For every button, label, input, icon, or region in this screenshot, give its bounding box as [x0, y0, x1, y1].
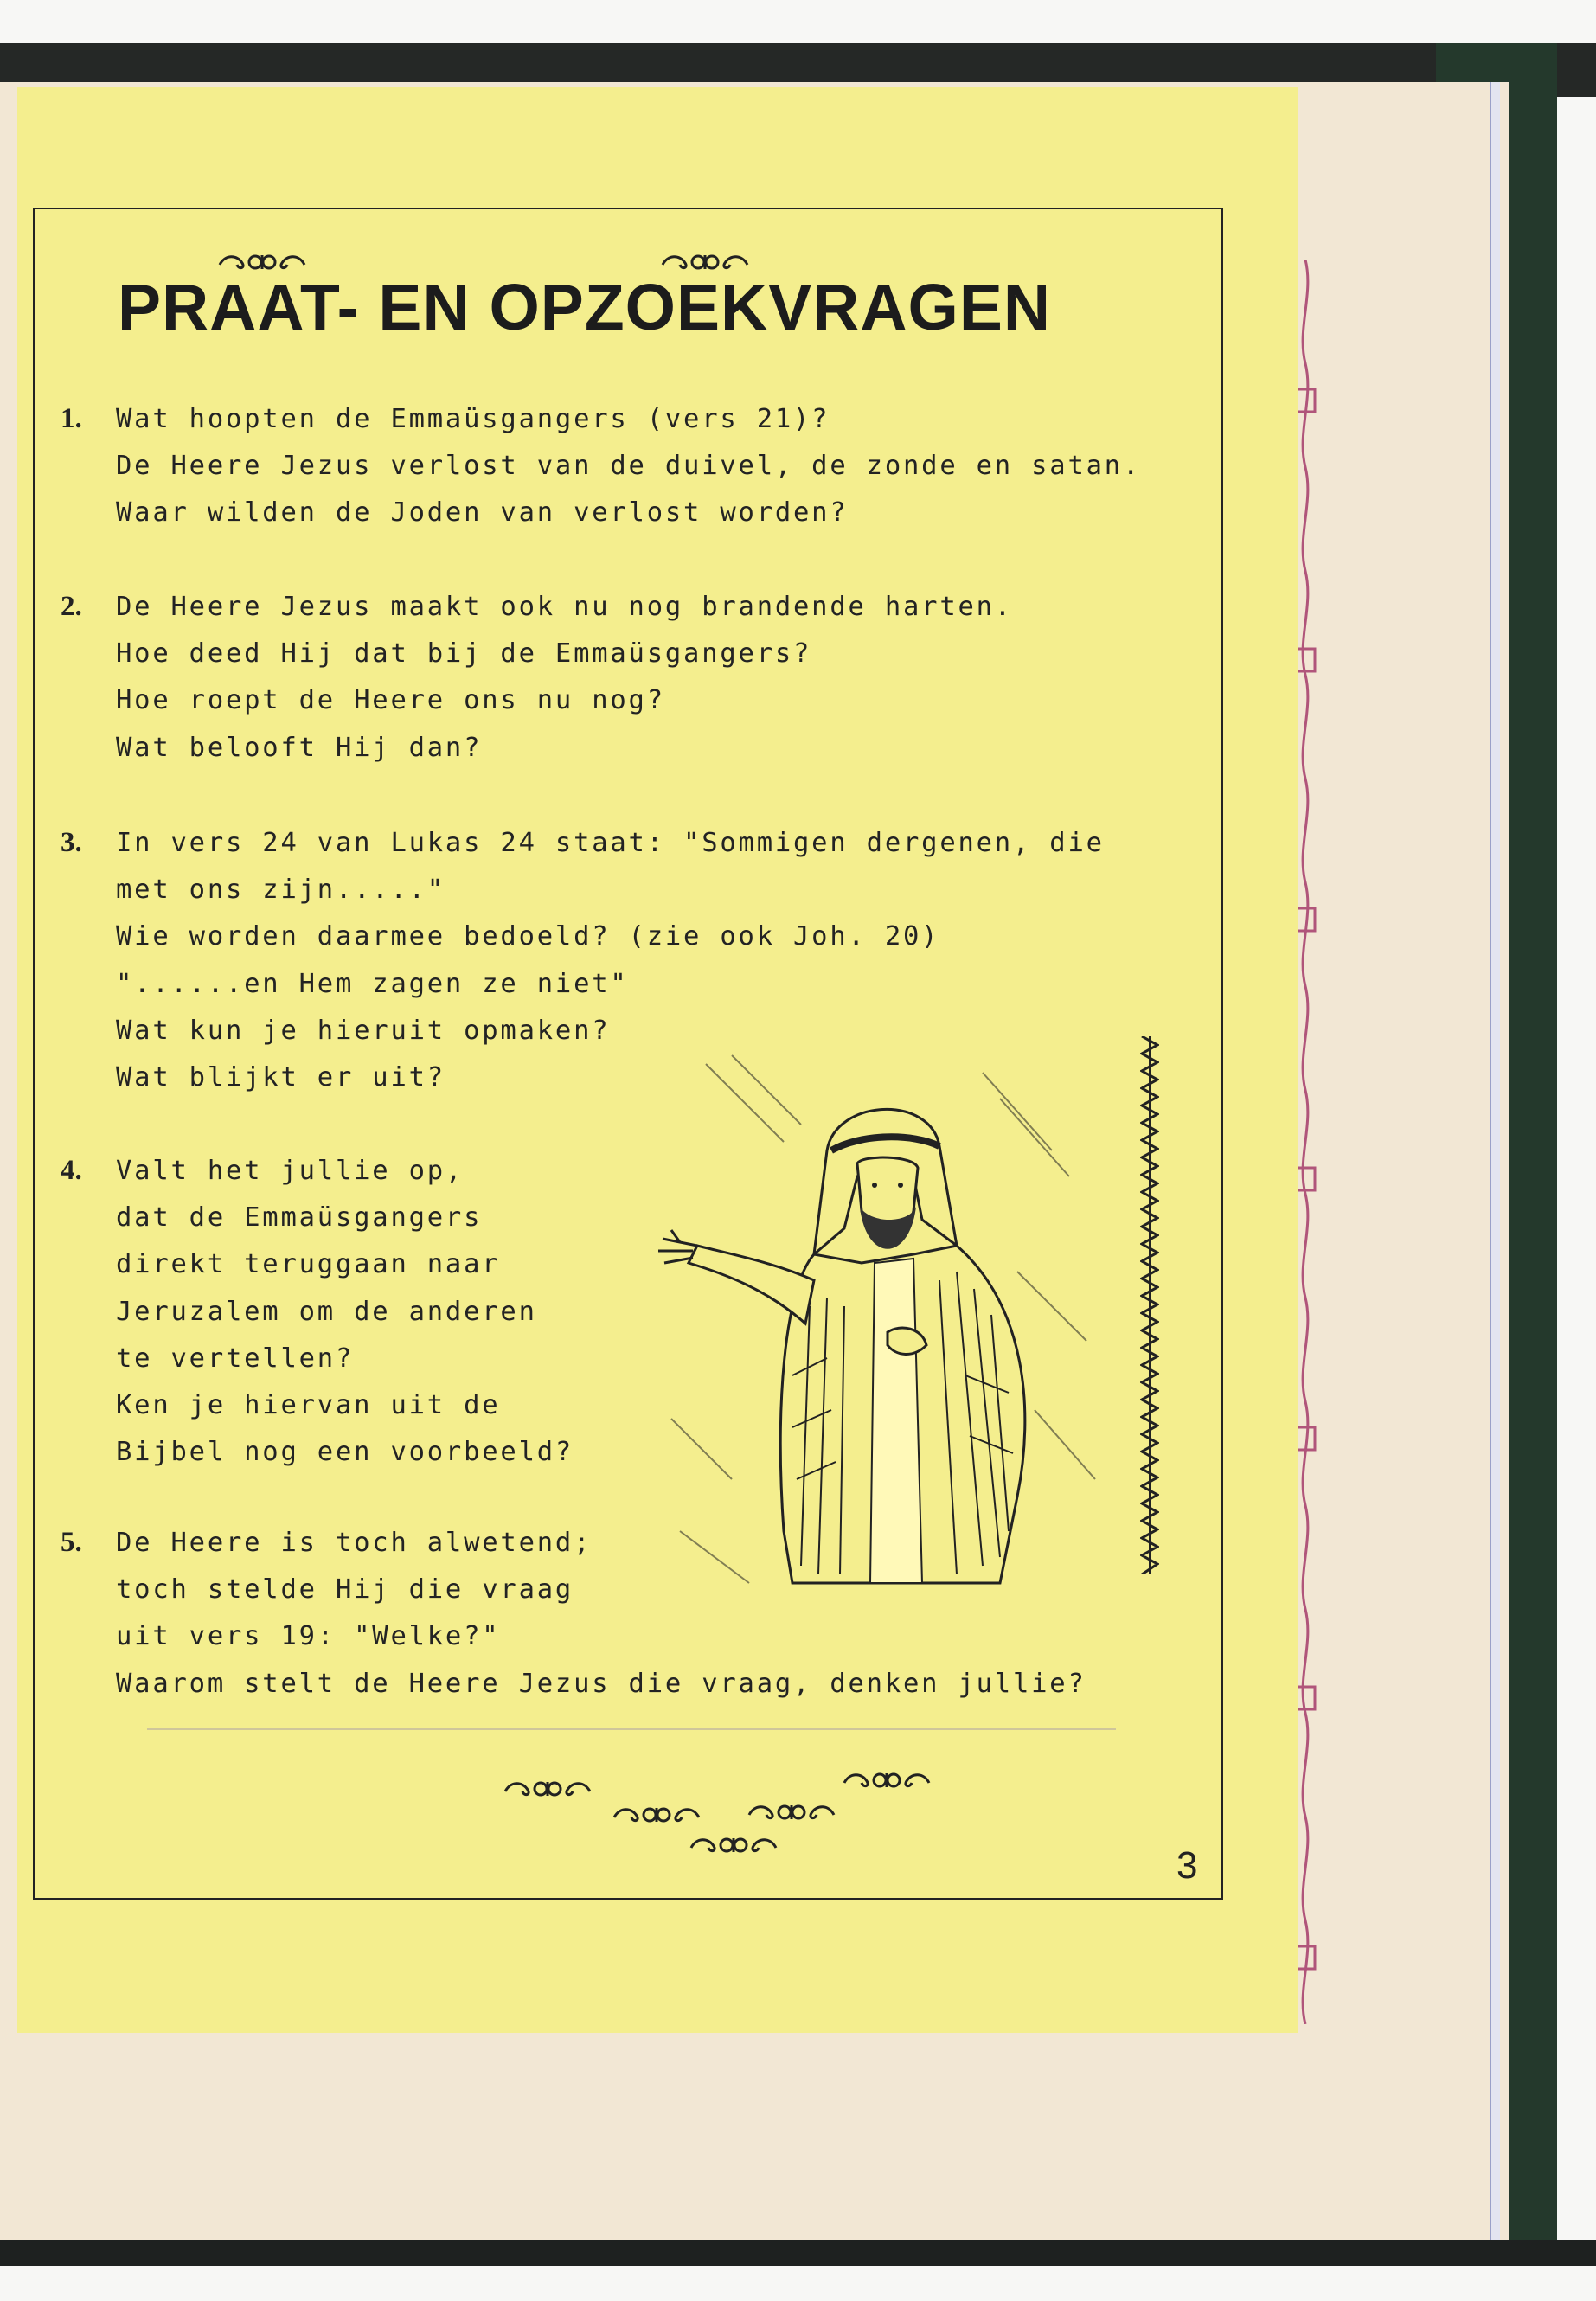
question-line: toch stelde Hij die vraag: [116, 1574, 574, 1606]
question-line: In vers 24 van Lukas 24 staat: "Sommigen dergenen, die: [116, 828, 1105, 858]
question-line: Waar wilden de Joden van verlost worden?: [116, 497, 849, 529]
question-line: Wat hoopten de Emmaüsgangers (vers 21)?: [116, 404, 830, 434]
question-line: Bijbel nog een voorbeeld?: [116, 1437, 574, 1468]
question-line: Jeruzalem om de anderen: [116, 1296, 537, 1327]
page-title: PRAAT- EN OPZOEKVRAGEN: [118, 271, 1052, 343]
scroll-ornament-icon: [841, 1769, 933, 1791]
question-number: 4.: [61, 1155, 82, 1186]
page-stack-edge: [1490, 82, 1500, 2249]
bearded-man-illustration: [654, 1047, 1104, 1600]
zigzag-border-icon: [1140, 1036, 1159, 1574]
scroll-ornament-icon: [502, 1778, 593, 1800]
question-line: Valt het jullie op,: [116, 1156, 465, 1186]
scroll-ornament-icon: [611, 1804, 702, 1826]
question-line: Wat belooft Hij dan?: [116, 732, 483, 763]
question-line: Waarom stelt de Heere Jezus die vraag, denken jullie?: [116, 1668, 1086, 1699]
question-line: met ons zijn.....": [116, 875, 445, 906]
scroll-ornament-icon: [746, 1801, 837, 1823]
question-line: De Heere Jezus maakt ook nu nog brandende harten.: [116, 592, 1013, 622]
question-number: 5.: [61, 1527, 82, 1558]
question-line: "......en Hem zagen ze niet": [116, 968, 629, 999]
question-line: Hoe deed Hij dat bij de Emmaüsgangers?: [116, 638, 812, 670]
scroll-ornament-icon: [688, 1834, 779, 1856]
question-line: Wie worden daarmee bedoeld? (zie ook Joh. 20): [116, 921, 940, 952]
question-line: Hoe roept de Heere ons nu nog?: [116, 685, 665, 716]
question-line: uit vers 19: "Welke?": [116, 1621, 501, 1652]
question-4: [61, 1148, 574, 1476]
question-line: direkt teruggaan naar: [116, 1249, 501, 1280]
bottom-dark-edge: [0, 2240, 1596, 2266]
question-1: [61, 396, 1142, 537]
question-line: Ken je hiervan uit de: [116, 1390, 501, 1421]
divider-line: [147, 1728, 1116, 1730]
question-line: Wat kun je hieruit opmaken?: [116, 1015, 611, 1046]
question-2: [61, 584, 1013, 772]
question-number: 2.: [61, 591, 82, 622]
question-line: dat de Emmaüsgangers: [116, 1202, 483, 1234]
question-number: 1.: [61, 403, 82, 434]
question-line: te vertellen?: [116, 1343, 355, 1374]
question-line: Wat blijkt er uit?: [116, 1062, 445, 1093]
question-number: 3.: [61, 827, 82, 858]
question-line: De Heere Jezus verlost van de duivel, de zonde en satan.: [116, 451, 1142, 482]
question-line: De Heere is toch alwetend;: [116, 1528, 593, 1558]
page-number: 3: [1176, 1844, 1198, 1887]
